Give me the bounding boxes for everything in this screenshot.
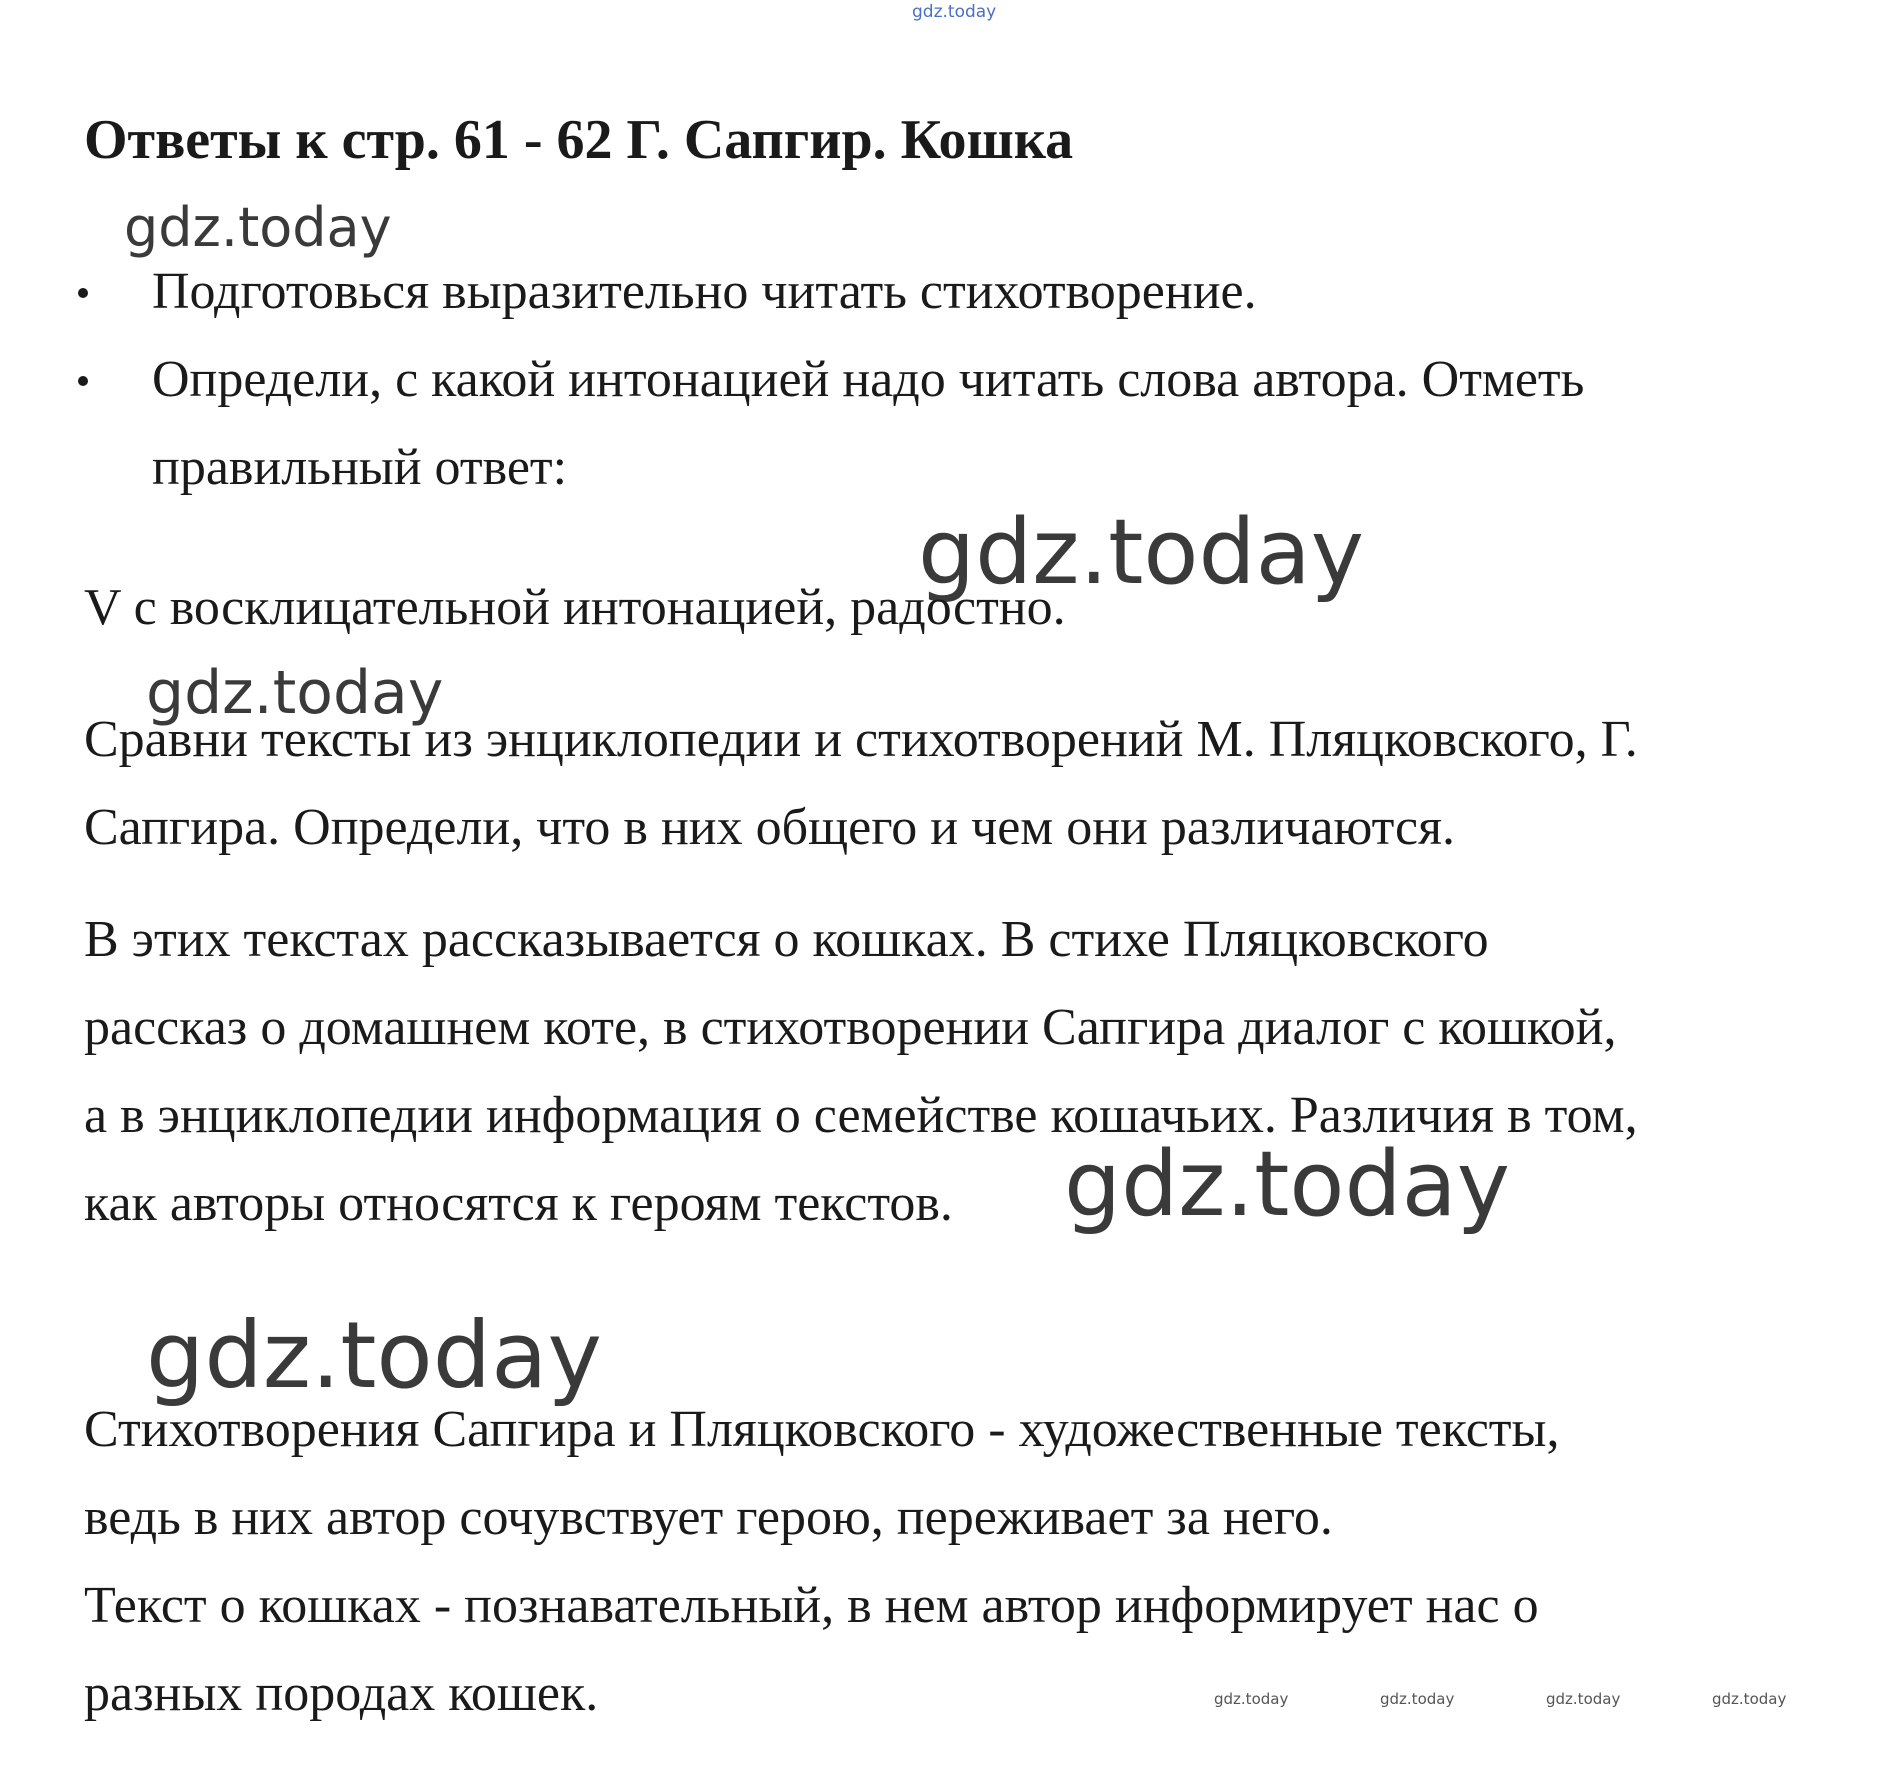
question-compare <box>84 696 1638 872</box>
bullet-dot-icon <box>78 376 88 386</box>
watermark: gdz.today <box>124 196 392 259</box>
answer-compare <box>84 896 1638 1248</box>
text-line: как авторы относятся к героям текстов. <box>84 1175 953 1232</box>
answer-text-types <box>84 1386 1559 1738</box>
text-line: рассказ о домашнем коте, в стихотворении Сапгира диалог с кошкой, <box>84 999 1617 1056</box>
text-line: Сравни тексты из энциклопедии и стихотворений М. Пляцковского, Г. <box>84 711 1638 768</box>
text-line: ведь в них автор сочувствует герою, переживает за него. <box>84 1489 1333 1546</box>
bullet-dot-icon <box>78 288 88 298</box>
task-text: правильный ответ: <box>152 439 568 496</box>
watermark: gdz.today <box>146 1302 602 1409</box>
task-item <box>0 248 1584 336</box>
watermark-footer: gdz.today <box>1380 1690 1455 1708</box>
answer-intonation: V с восклицательной интонацией, радостно. <box>84 579 1066 636</box>
task-text: Подготовься выразительно читать стихотворение. <box>152 263 1257 320</box>
text-line: Сапгира. Определи, что в них общего и чем они различаются. <box>84 799 1456 856</box>
text-line: В этих текстах рассказывается о кошках. В стихе Пляцковского <box>84 911 1489 968</box>
watermark-top: gdz.today <box>912 2 997 22</box>
watermark: gdz.today <box>918 500 1365 605</box>
text-line: разных породах кошек. <box>84 1665 599 1722</box>
page-title: Ответы к стр. 61 - 62 Г. Сапгир. Кошка <box>84 109 1074 171</box>
watermark-footer: gdz.today <box>1546 1690 1621 1708</box>
text-line: Стихотворения Сапгира и Пляцковского - художественные тексты, <box>84 1401 1560 1458</box>
task-item <box>0 336 1584 512</box>
watermark: gdz.today <box>1064 1132 1511 1237</box>
task-list <box>0 248 1584 512</box>
watermark-footer: gdz.today <box>1214 1690 1289 1708</box>
text-line: Текст о кошках - познавательный, в нем автор информирует нас о <box>84 1577 1539 1634</box>
text-line: а в энциклопедии информация о семействе кошачьих. Различия в том, <box>84 1087 1638 1144</box>
task-text: Определи, с какой интонацией надо читать слова автора. Отметь <box>152 351 1585 408</box>
watermark: gdz.today <box>146 658 444 728</box>
watermark-footer: gdz.today <box>1712 1690 1787 1708</box>
